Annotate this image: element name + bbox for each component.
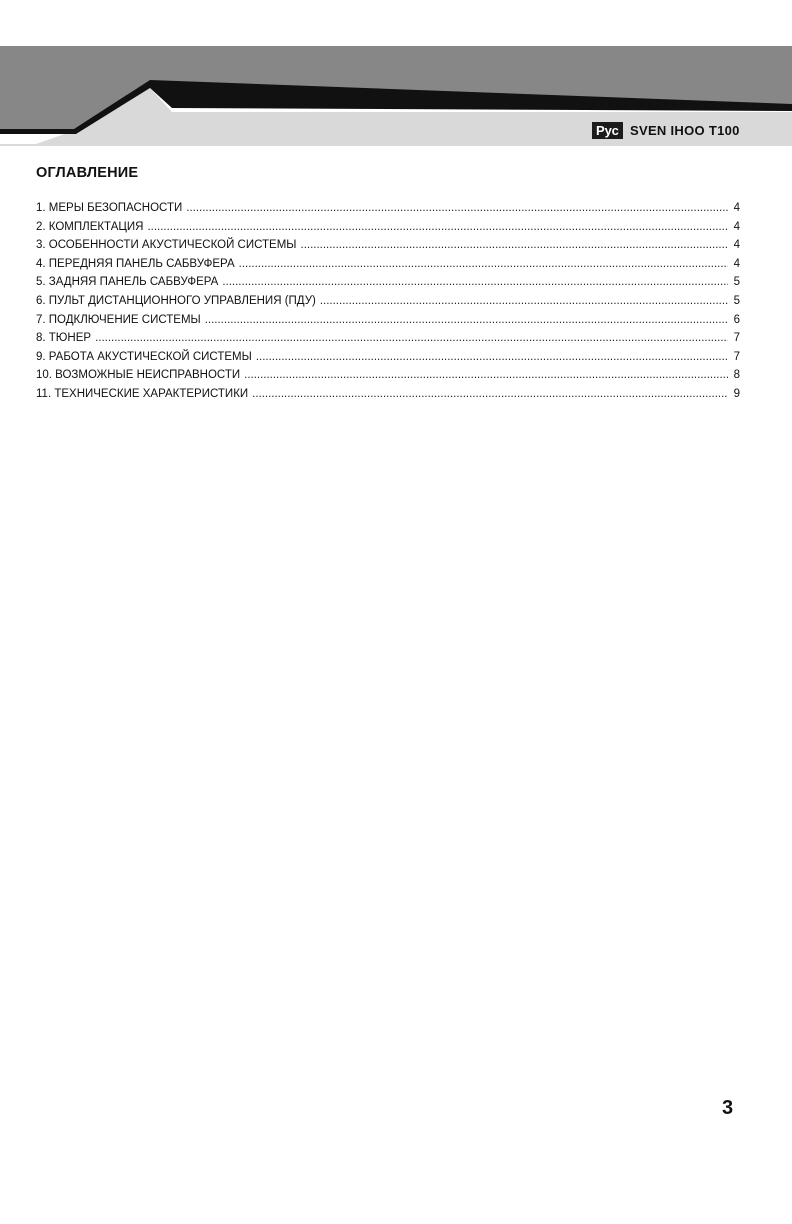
toc-entry[interactable] (36, 366, 740, 385)
toc-entry-page: 7 (733, 350, 740, 363)
toc-entry-label: 9. РАБОТА АКУСТИЧЕСКОЙ СИСТЕМЫ (36, 350, 252, 363)
toc-title: ОГЛАВЛЕНИЕ (36, 165, 139, 181)
toc-dot-leader (186, 199, 728, 218)
toc-dot-leader (222, 273, 728, 292)
toc-dot-leader (301, 236, 729, 255)
toc-entry-page: 8 (733, 369, 740, 382)
toc-entry[interactable] (36, 255, 740, 274)
toc-entry[interactable] (36, 236, 740, 255)
toc-dot-leader (320, 292, 728, 311)
toc-dot-leader (95, 329, 728, 348)
toc-entry[interactable] (36, 385, 740, 404)
toc-list (36, 199, 740, 404)
toc-entry-label: 5. ЗАДНЯЯ ПАНЕЛЬ САБВУФЕРА (36, 276, 219, 289)
toc-entry[interactable] (36, 199, 740, 218)
toc-entry-page: 4 (733, 239, 740, 252)
page-number: 3 (722, 1097, 734, 1119)
toc-entry-label: 4. ПЕРЕДНЯЯ ПАНЕЛЬ САБВУФЕРА (36, 257, 235, 270)
toc-entry-page: 5 (733, 276, 740, 289)
toc-entry-page: 4 (733, 202, 740, 214)
toc-entry[interactable] (36, 311, 740, 330)
toc-entry[interactable] (36, 218, 740, 237)
toc-entry-page: 9 (733, 387, 740, 400)
toc-entry[interactable] (36, 273, 740, 292)
product-model-label: SVEN IHOO T100 (630, 123, 740, 138)
toc-entry-label: 7. ПОДКЛЮЧЕНИЕ СИСТЕМЫ (36, 313, 201, 326)
toc-entry[interactable] (36, 348, 740, 367)
toc-entry-page: 6 (733, 313, 740, 326)
toc-dot-leader (205, 311, 728, 330)
toc-dot-leader (244, 366, 728, 385)
page-header (0, 0, 792, 160)
toc-entry-page: 4 (733, 220, 740, 233)
toc-dot-leader (239, 255, 728, 274)
toc-entry-label: 1. МЕРЫ БЕЗОПАСНОСТИ (36, 202, 183, 214)
language-badge: Рус (592, 122, 623, 139)
toc-entry[interactable] (36, 292, 740, 311)
toc-dot-leader (252, 385, 728, 404)
toc-entry-label: 8. ТЮНЕР (36, 332, 92, 345)
toc-entry-label: 3. ОСОБЕННОСТИ АКУСТИЧЕСКОЙ СИСТЕМЫ (36, 239, 297, 252)
toc-entry-page: 5 (733, 294, 740, 307)
toc-entry-label: 6. ПУЛЬТ ДИСТАНЦИОННОГО УПРАВЛЕНИЯ (ПДУ) (36, 294, 316, 307)
toc-entry-label: 11. ТЕХНИЧЕСКИЕ ХАРАКТЕРИСТИКИ (36, 387, 249, 400)
toc-entry[interactable] (36, 329, 740, 348)
toc-entry-label: 10. ВОЗМОЖНЫЕ НЕИСПРАВНОСТИ (36, 369, 241, 382)
toc-dot-leader (147, 218, 728, 237)
toc-dot-leader (256, 348, 728, 367)
toc-entry-label: 2. КОМПЛЕКТАЦИЯ (36, 220, 144, 233)
toc-entry-page: 4 (733, 257, 740, 270)
toc-entry-page: 7 (733, 332, 740, 345)
